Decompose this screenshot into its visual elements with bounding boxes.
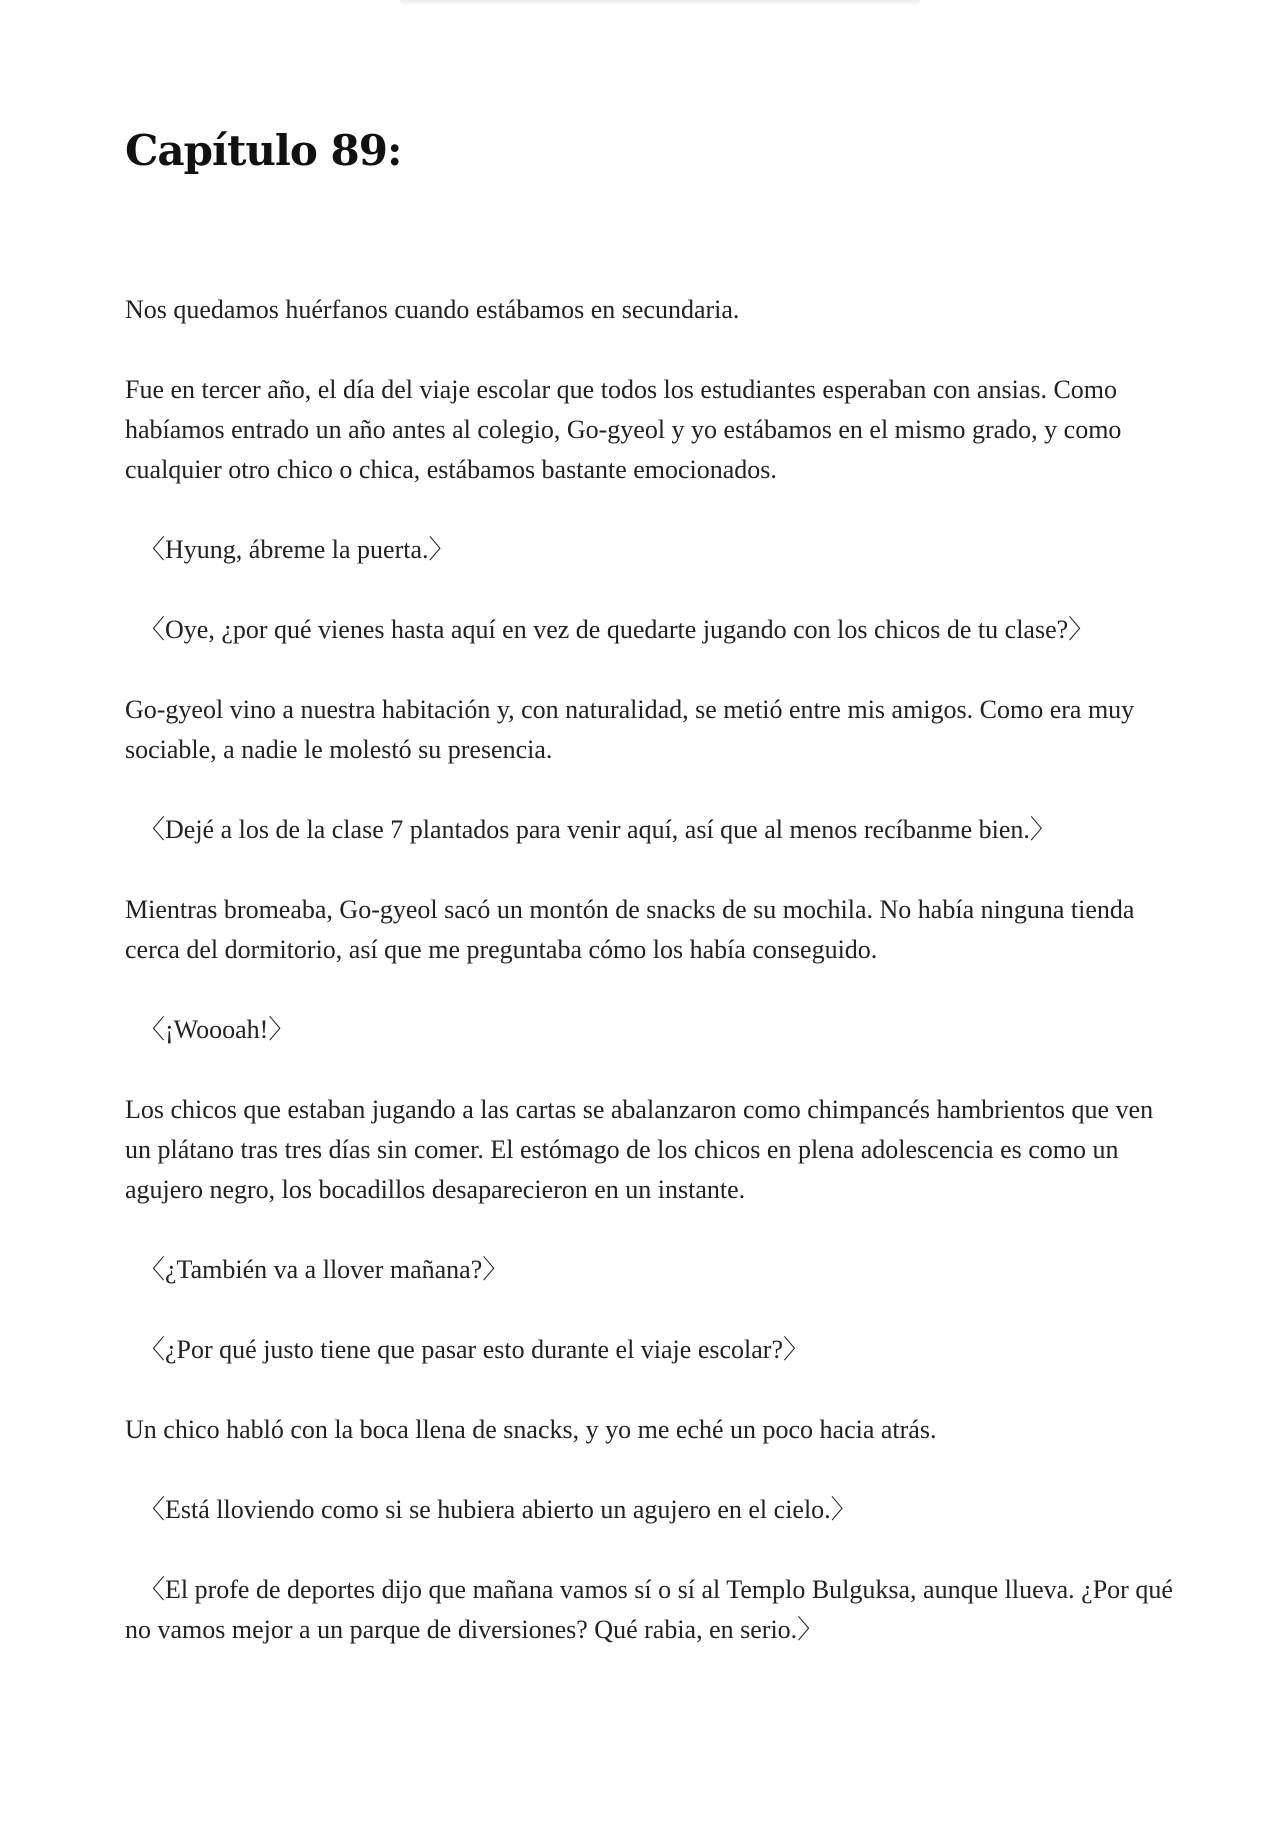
paragraph-dialogue: 〈¡Woooah!〉: [139, 1015, 295, 1044]
paragraph-dialogue: 〈Oye, ¿por qué vienes hasta aquí en vez de quedarte jugando con los chicos de tu clase?〉: [139, 615, 1095, 644]
paragraph-dialogue: 〈¿También va a llover mañana?〉: [139, 1255, 509, 1284]
paragraph-dialogue: 〈El profe de deportes dijo que mañana vamos sí o sí al Templo Bulguksa, aunque llueva. ¿Por qué no vamos mejor a un parque de diversiones? Qué rabia, en serio.〉: [125, 1575, 1173, 1644]
paragraph-narration: Un chico habló con la boca llena de snacks, y yo me eché un poco hacia atrás.: [125, 1415, 937, 1444]
chapter-body: [125, 290, 1185, 1690]
paragraph-dialogue: 〈Dejé a los de la clase 7 plantados para venir aquí, así que al menos recíbanme bien.〉: [139, 815, 1056, 844]
paragraph-narration: Go-gyeol vino a nuestra habitación y, con naturalidad, se metió entre mis amigos. Como era muy sociable, a nadie le molestó su presencia.: [125, 695, 1135, 764]
paragraph-dialogue: 〈¿Por qué justo tiene que pasar esto durante el viaje escolar?〉: [139, 1335, 809, 1364]
paragraph-narration: Mientras bromeaba, Go-gyeol sacó un montón de snacks de su mochila. No había ninguna tienda cerca del dormitorio, así que me preguntaba cómo los había conseguido.: [125, 895, 1135, 964]
paragraph-narration: Fue en tercer año, el día del viaje escolar que todos los estudiantes esperaban con ansias. Como habíamos entrado un año antes al colegio, Go-gyeol y yo estábamos en el mismo grado, y como cualquier otro chico o chica, estábamos bastante emocionados.: [125, 375, 1122, 484]
paragraph-narration: Nos quedamos huérfanos cuando estábamos en secundaria.: [125, 295, 740, 324]
top-edge-shadow: [400, 0, 920, 6]
paragraph-narration: Los chicos que estaban jugando a las cartas se abalanzaron como chimpancés hambrientos que ven un plátano tras tres días sin comer. El estómago de los chicos en plena adolescencia es como un agujero negro, los bocadillos desaparecieron en un instante.: [125, 1095, 1154, 1204]
chapter-title: Capítulo 89:: [125, 126, 402, 175]
paragraph-dialogue: 〈Hyung, ábreme la puerta.〉: [139, 535, 455, 564]
paragraph-dialogue: 〈Está lloviendo como si se hubiera abierto un agujero en el cielo.〉: [139, 1495, 857, 1524]
